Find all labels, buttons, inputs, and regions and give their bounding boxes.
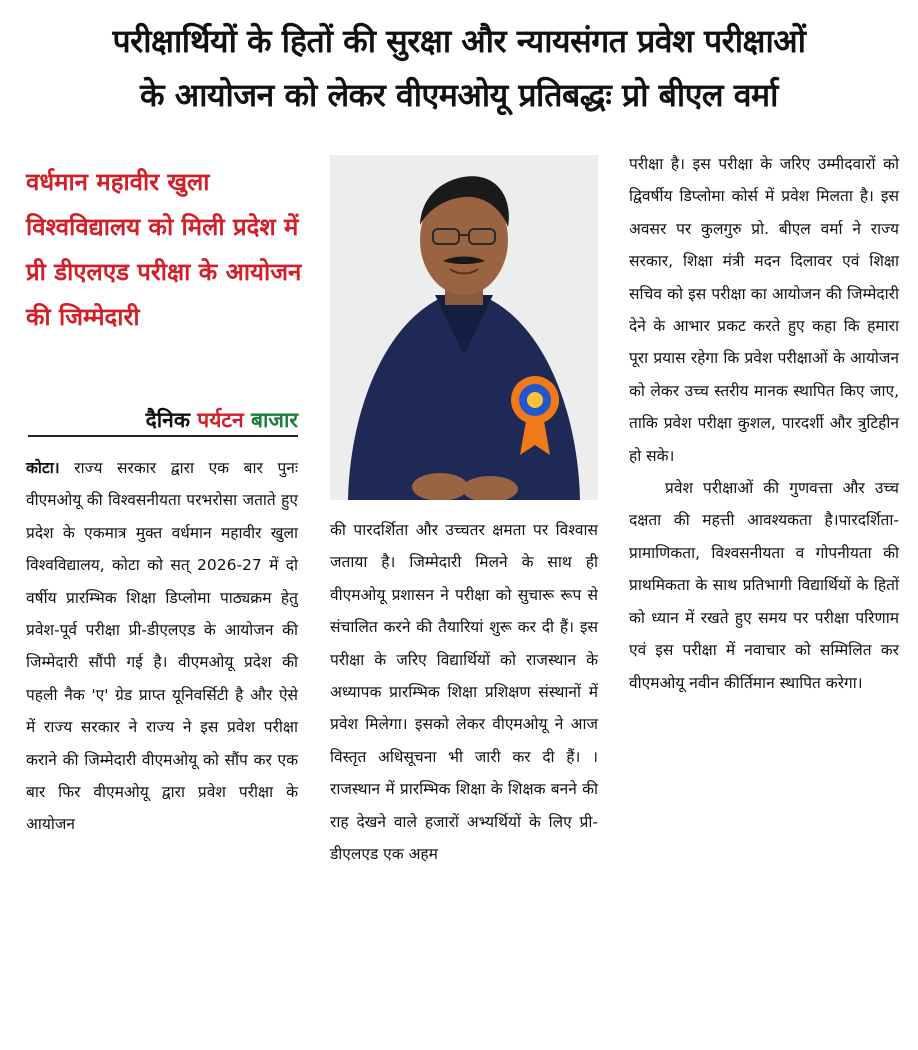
article-column-2 — [330, 514, 598, 870]
column-1-text: राज्य सरकार द्वारा एक बार पुनः वीएमओयू की विश्वसनीयता परभरोसा जताते हुए प्रदेश के एकमात्र मुक्त वर्धमान महावीर खुला विश्वविद्यालय, कोटा को सत् 2026-27 में दो वर्षीय प्रारम्भिक शिक्षा डिप्लोमा पाठ्यक्रम हेतु प्रवेश-पूर्व परीक्षा प्री-डीएलएड के आयोजन की जिम्मेदारी सौंपी गई है। वीएमओयू प्रदेश की पहली नैक 'ए' ग्रेड प्राप्त यूनिवर्सिटी है और ऐसे में राज्य सरकार ने राज्य ने इस प्रवेश परीक्षा कराने की जिम्मेदारी वीएमओयू को सौंप कर एक बार फिर वीएमओयू द्वारा प्रवेश परीक्षा के आयोजन — [26, 459, 299, 834]
column-2-text: की पारदर्शिता और उच्चतर क्षमता पर विश्वास जताया है। जिम्मेदारी मिलने के साथ ही वीएमओयू प्रशासन ने परीक्षा को सुचारू रूप से संचालित करने की तैयारियां शुरू कर दी हैं। इस परीक्षा के जरिए विद्यार्थियों को राजस्थान के अध्यापक प्रारम्भिक शिक्षा प्रशिक्षण संस्थानों में प्रवेश मिलेगा। इसको लेकर वीएमओयू ने आज विस्तृत अधिसूचना भी जारी कर दी हैं। । राजस्थान में प्रारम्भिक शिक्षा के शिक्षक बनने की राह देखने वाले हजारों अभ्यर्थियों के लिए प्री- डीएलएड एक अहम — [330, 521, 598, 864]
headline-line-2: के आयोजन को लेकर वीएमओयू प्रतिबद्धः प्रो बीएल वर्मा — [140, 76, 778, 114]
byline-part-3: बाजार — [250, 408, 298, 432]
byline-part-2: पर्यटन — [197, 408, 244, 432]
column-3-paragraph-2: प्रवेश परीक्षाओं की गुणवत्ता और उच्च दक्षता की महत्ती आवश्यकता है।पारदर्शिता-प्रामाणिकता, विश्वसनीयता व गोपनीयता की प्राथमिकता के साथ प्रतिभागी विद्यार्थियों के हितों को ध्यान में रखते हुए समय पर परीक्षा परिणाम एवं इस परीक्षा में नवाचार को सम्मिलित कर वीएमओयू नवीन कीर्तिमान स्थापित करेगा। — [629, 479, 899, 692]
byline — [28, 405, 298, 437]
portrait-illustration — [330, 155, 598, 500]
portrait-photo — [330, 155, 598, 500]
headline — [0, 14, 918, 122]
article-column-1 — [26, 452, 298, 841]
article-column-3 — [629, 148, 899, 699]
byline-part-1: दैनिक — [145, 408, 190, 432]
column-3-paragraph-1: परीक्षा है। इस परीक्षा के जरिए उम्मीदवारों को द्विवर्षीय डिप्लोमा कोर्स में प्रवेश मिलता है। इस अवसर पर कुलगुरु प्रो. बीएल वर्मा ने राज्य सरकार, शिक्षा मंत्री मदन दिलावर एवं शिक्षा सचिव को इस परीक्षा का आयोजन की जिम्मेदारी देने के आभार प्रकट करते हुए कहा कि हमारा पूरा प्रयास रहेगा कि प्रवेश परीक्षाओं के आयोजन को लेकर उच्च स्तरीय मानक स्थापित किए जाए, ताकि प्रवेश परीक्षा कुशल, पारदर्शी और त्रुटिहीन हो सके। — [629, 155, 899, 465]
headline-line-1: परीक्षार्थियों के हितों की सुरक्षा और न्यायसंगत प्रवेश परीक्षाओं — [112, 22, 806, 60]
subheadline: वर्धमान महावीर खुला विश्वविद्यालय को मिली प्रदेश में प्री डीएलएड परीक्षा के आयोजन की जिम्मेदारी — [26, 168, 302, 331]
dateline: कोटा। — [26, 459, 60, 477]
